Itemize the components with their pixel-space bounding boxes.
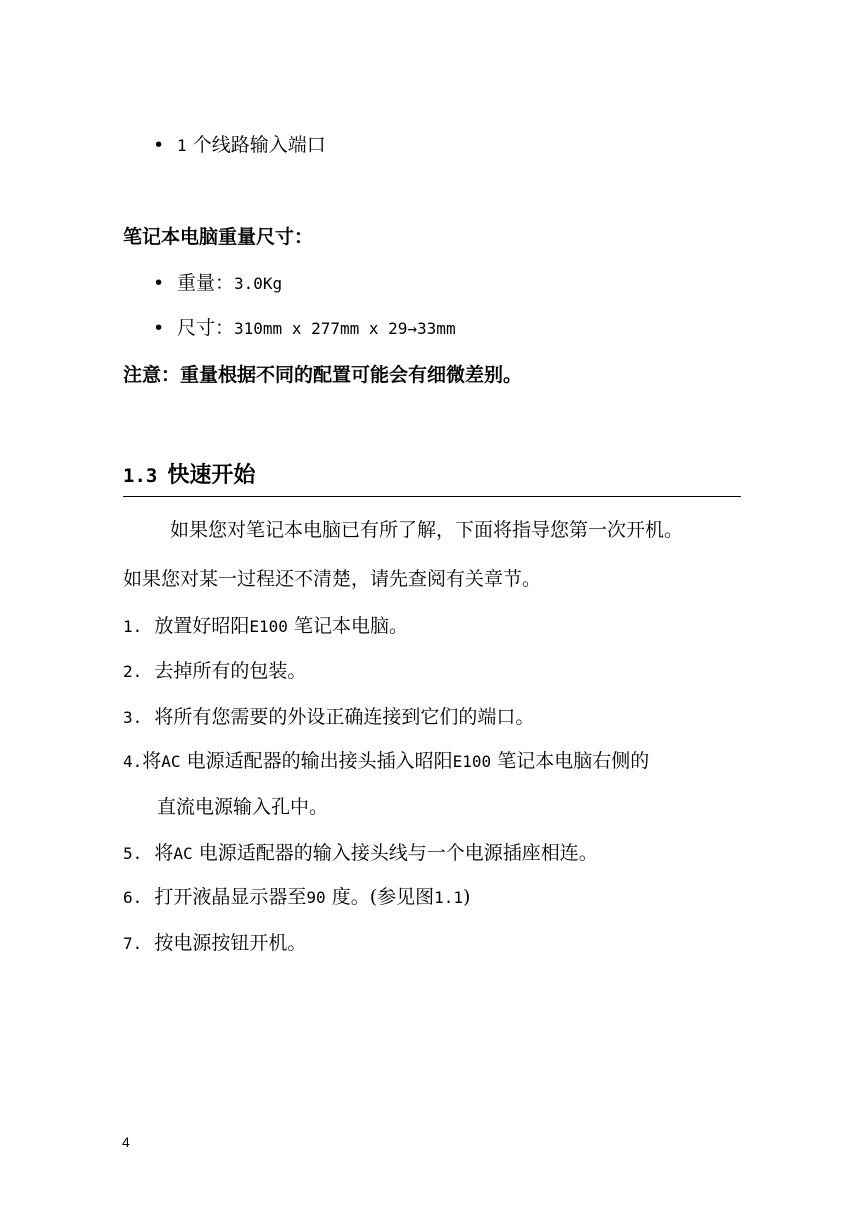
step-item bbox=[123, 931, 306, 956]
step-item bbox=[123, 841, 598, 866]
ac-label: AC bbox=[173, 844, 193, 863]
step-number: 4. bbox=[123, 752, 143, 771]
ac-label: AC bbox=[161, 752, 181, 771]
model-name: E100 bbox=[452, 752, 492, 771]
intro-paragraph-line: 如果您对笔记本电脑已有所了解，下面将指导您第一次开机。 bbox=[170, 519, 684, 541]
step-text: 电源适配器的输入接头线与一个电源插座相连。 bbox=[198, 842, 598, 864]
step-number: 7. bbox=[123, 934, 143, 953]
step-text: 放置好昭阳 bbox=[154, 615, 250, 637]
bullet-dot: • bbox=[153, 272, 165, 294]
step-item bbox=[123, 659, 306, 684]
size-value: 310mm x 277mm x 29→33mm bbox=[234, 319, 456, 338]
port-count: 1 bbox=[177, 136, 187, 155]
step-number: 2. bbox=[123, 662, 143, 681]
step-text: ) bbox=[463, 886, 471, 908]
size-label: 尺寸： bbox=[177, 317, 235, 339]
intro-paragraph-line: 如果您对某一过程还不清楚，请先查阅有关章节。 bbox=[123, 568, 542, 590]
step-text: 将 bbox=[142, 750, 162, 772]
step-text: 打开液晶显示器至 bbox=[154, 886, 307, 908]
step-item bbox=[123, 614, 408, 639]
list-item bbox=[153, 271, 282, 296]
step-number: 1. bbox=[123, 617, 143, 636]
section-title: 快速开始 bbox=[167, 463, 256, 488]
section-number: 1.3 bbox=[123, 465, 158, 487]
page-title bbox=[123, 462, 741, 497]
step-text: 电源适配器的输出接头插入昭阳 bbox=[186, 750, 453, 772]
step-number: 6. bbox=[123, 888, 143, 907]
port-description: 个线路输入端口 bbox=[192, 134, 326, 156]
list-item bbox=[153, 316, 456, 341]
bullet-dot: • bbox=[153, 134, 165, 156]
step-continuation: 直流电源输入孔中。 bbox=[157, 796, 329, 818]
figure-ref: 1.1 bbox=[434, 888, 464, 907]
step-text: 将 bbox=[154, 842, 174, 864]
step-item bbox=[123, 705, 534, 730]
step-text: 笔记本电脑右侧的 bbox=[497, 750, 650, 772]
weight-value: 3.0Kg bbox=[234, 274, 283, 293]
step-text: 按电源按钮开机。 bbox=[154, 932, 307, 954]
page-number: 4 bbox=[122, 1134, 130, 1150]
step-item bbox=[123, 885, 470, 910]
model-name: E100 bbox=[249, 617, 288, 636]
step-number: 5. bbox=[123, 844, 143, 863]
step-text: 度。(参见图 bbox=[331, 886, 435, 908]
section-heading: 笔记本电脑重量尺寸： bbox=[123, 226, 314, 248]
list-item bbox=[153, 133, 326, 158]
step-item bbox=[123, 749, 649, 774]
step-text: 笔记本电脑。 bbox=[293, 615, 408, 637]
step-text: 去掉所有的包装。 bbox=[154, 660, 307, 682]
angle-value: 90 bbox=[306, 888, 326, 907]
bullet-dot: • bbox=[153, 317, 165, 339]
step-number: 3. bbox=[123, 708, 143, 727]
note-text: 注意：重量根据不同的配置可能会有细微差别。 bbox=[123, 364, 523, 386]
step-text: 将所有您需要的外设正确连接到它们的端口。 bbox=[154, 706, 535, 728]
weight-label: 重量： bbox=[177, 272, 235, 294]
